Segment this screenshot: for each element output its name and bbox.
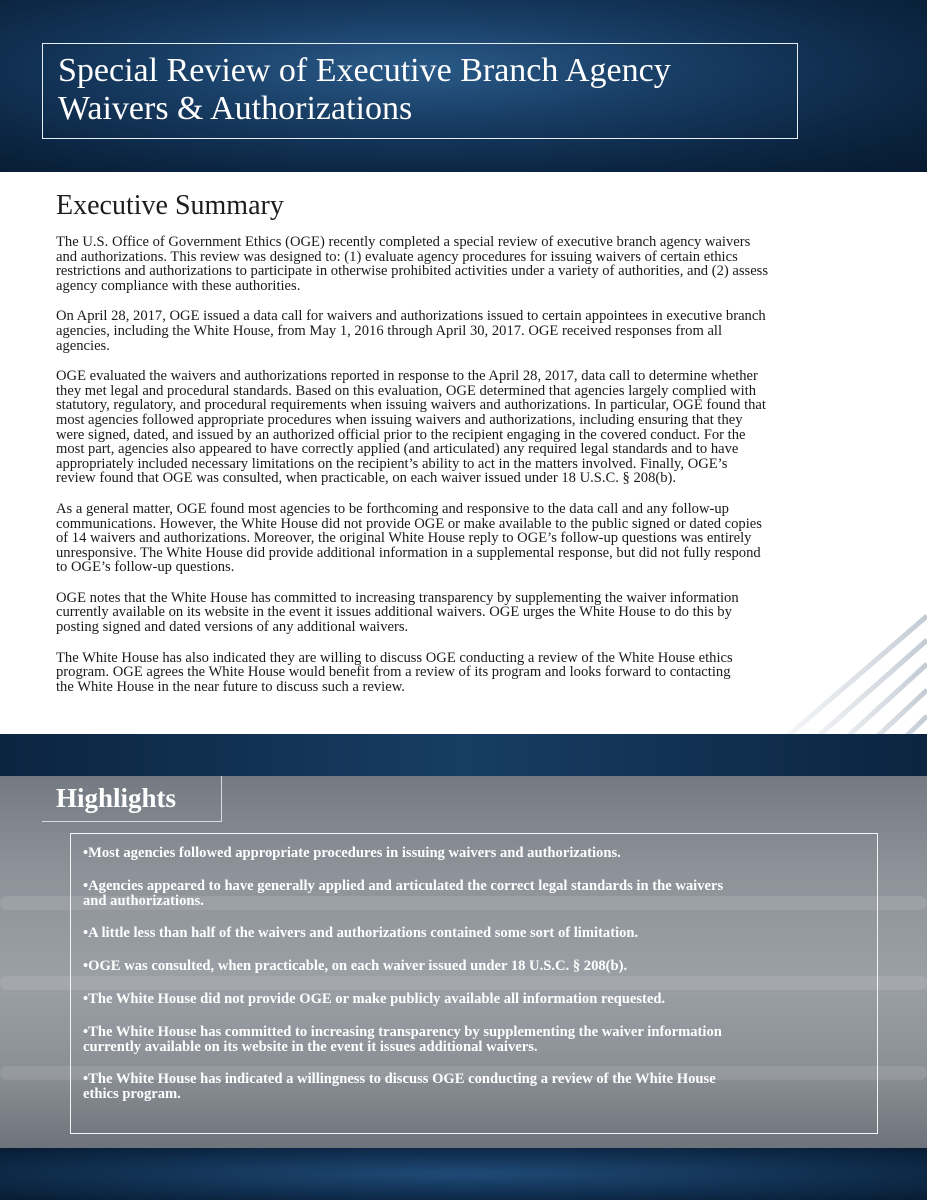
highlights-box [70, 833, 878, 1134]
highlight-line: •The White House has committed to increasing transparency by supplementing the waiver information [83, 1023, 722, 1040]
paragraph-line: most part, agencies also appeared to have correctly applied (and articulated) any required legal standards and to have [56, 441, 739, 458]
highlights-heading: Highlights [56, 783, 177, 813]
summary-paragraph [56, 591, 876, 635]
highlight-item [83, 959, 853, 974]
paragraph-line: review found that OGE was consulted, when practicable, on each waiver issued under 18 U.S.C. § 208(b). [56, 470, 677, 487]
highlight-line: •The White House has indicated a willingness to discuss OGE conducting a review of the White House [83, 1071, 716, 1088]
highlight-item [83, 1025, 853, 1055]
paragraph-line: appropriately included necessary limitations on the recipient’s ability to act in the matters involved. Finally, OGE’s [56, 455, 728, 472]
paragraph-line: most agencies followed appropriate procedures when issuing waivers and authorizations, including ensuring that they [56, 411, 743, 428]
paragraph-line: The U.S. Office of Government Ethics (OGE) recently completed a special review of executive branch agency waivers [56, 234, 751, 250]
summary-paragraph [56, 369, 876, 486]
page-title-line2: Waivers & Authorizations [58, 90, 413, 127]
paragraph-line: OGE notes that the White House has committed to increasing transparency by supplementing the waiver information [56, 589, 739, 606]
highlight-item [83, 846, 853, 861]
highlight-line: •OGE was consulted, when practicable, on each waiver issued under 18 U.S.C. § 208(b). [83, 958, 628, 975]
highlights-tab [42, 776, 222, 822]
highlight-line: •Agencies appeared to have generally applied and articulated the correct legal standards in the waivers [83, 877, 724, 894]
paragraph-line: The White House has also indicated they are willing to discuss OGE conducting a review of the White House ethics [56, 649, 733, 666]
paragraph-line: unresponsive. The White House did provide additional information in a supplemental response, but did not fully respond [56, 544, 761, 561]
paragraph-line: On April 28, 2017, OGE issued a data call for waivers and authorizations issued to certain appointees in executive branch [56, 308, 766, 325]
executive-summary-section [0, 172, 927, 734]
highlight-item [83, 992, 853, 1007]
highlight-item [83, 1072, 853, 1102]
highlight-item [83, 879, 853, 909]
highlight-item [83, 926, 853, 941]
highlight-line: •The White House did not provide OGE or make publicly available all information requested. [83, 990, 666, 1007]
paragraph-line: agencies. [56, 337, 110, 354]
highlights-section [0, 776, 927, 1148]
paragraph-line: of 14 waivers and authorizations. Moreover, the original White House reply to OGE’s follow-up questions was entirely [56, 530, 752, 547]
paragraph-line: communications. However, the White House did not provide OGE or make available to the public signed or dated copies [56, 515, 762, 532]
paragraph-line: agencies, including the White House, from May 1, 2016 through April 30, 2017. OGE received responses from all [56, 322, 723, 339]
summary-paragraph [56, 309, 876, 353]
highlight-line: •Most agencies followed appropriate procedures in issuing waivers and authorizations. [83, 845, 621, 861]
summary-paragraph [56, 502, 876, 575]
paragraph-line: agency compliance with these authorities. [56, 277, 301, 294]
paragraph-line: posting signed and dated versions of any additional waivers. [56, 619, 409, 636]
page-title-line1: Special Review of Executive Branch Agency [58, 52, 671, 89]
highlight-line: currently available on its website in the event it issues additional waivers. [83, 1038, 538, 1055]
summary-paragraph [56, 651, 876, 695]
header-banner [0, 0, 927, 172]
paragraph-line: the White House in the near future to discuss such a review. [56, 678, 405, 695]
paragraph-line: were signed, dated, and issued by an authorized official prior to the recipient engaging in the covered conduct. For the [56, 426, 746, 443]
highlight-line: •A little less than half of the waivers and authorizations contained some sort of limitation. [83, 925, 639, 942]
paragraph-line: to OGE’s follow-up questions. [56, 559, 235, 576]
section-heading: Executive Summary [56, 190, 284, 221]
highlight-line: and authorizations. [83, 892, 204, 909]
paragraph-line: restrictions and authorizations to participate in otherwise prohibited activities under a variety of authorities, and (2) assess [56, 263, 769, 280]
highlight-line: ethics program. [83, 1086, 181, 1103]
paragraph-line: OGE evaluated the waivers and authorizations reported in response to the April 28, 2017, data call to determine whether [56, 368, 758, 385]
summary-body [56, 235, 876, 710]
paragraph-line: currently available on its website in the event it issues additional waivers. OGE urges the White House to do this by [56, 604, 732, 621]
title-frame [42, 43, 798, 139]
paragraph-line: statutory, regulatory, and procedural requirements when issuing waivers and authorizations. In particular, OGE found that [56, 397, 766, 414]
summary-paragraph [56, 235, 876, 293]
paragraph-line: program. OGE agrees the White House would benefit from a review of its program and looks forward to contacting [56, 664, 731, 681]
paragraph-line: and authorizations. This review was designed to: (1) evaluate agency procedures for issuing waivers of certain ethics [56, 248, 738, 265]
paragraph-line: As a general matter, OGE found most agencies to be forthcoming and responsive to the data call and any follow-up [56, 500, 729, 517]
divider-band [0, 734, 927, 776]
footer-band [0, 1148, 927, 1200]
highlights-list [83, 846, 853, 1120]
paragraph-line: they met legal and procedural standards. Based on this evaluation, OGE determined that agencies largely complied with [56, 382, 757, 399]
